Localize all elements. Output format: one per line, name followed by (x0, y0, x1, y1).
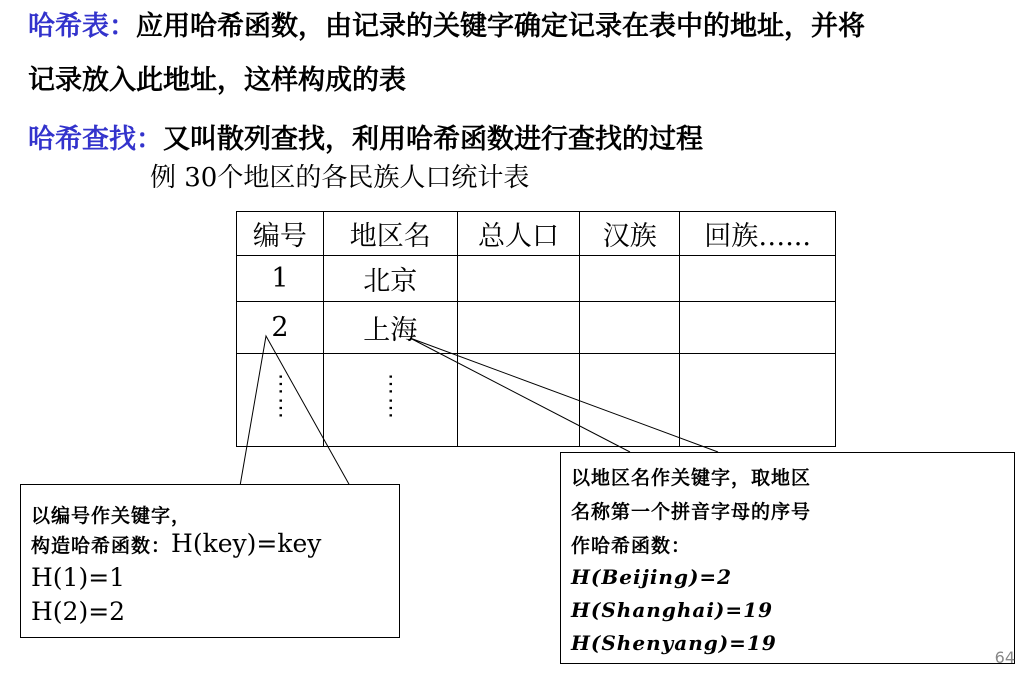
cell-han (580, 256, 680, 302)
example-title: 例 30个地区的各民族人口统计表 (150, 163, 530, 193)
hash-table-text-line2: 记录放入此地址，这样构成的表 (28, 65, 406, 96)
hash-search-definition (28, 125, 703, 155)
id-key-annotation-box (20, 484, 400, 638)
name-hash-example-shenyang: H(Shenyang)=19 (571, 631, 777, 655)
hash-table-term: 哈希表 (28, 11, 109, 42)
id-hash-function-line (31, 529, 321, 558)
header-id: 编号 (237, 212, 324, 256)
cell-total (457, 256, 580, 302)
id-hash-function-formula: H(key)=key (171, 529, 322, 558)
hash-table-colon: ： (109, 11, 136, 42)
cell-empty (680, 354, 836, 447)
table-row-ellipsis (237, 354, 836, 447)
vertical-ellipsis: ⋯⋯ (378, 372, 404, 421)
cell-id: 2 (237, 302, 324, 354)
page-number: 64 (994, 648, 1015, 667)
header-total: 总人口 (457, 212, 580, 256)
hash-table-definition-line1 (28, 12, 865, 42)
name-hash-example-beijing: H(Beijing)=2 (571, 565, 733, 589)
id-hash-example-2: H(2)=2 (31, 597, 126, 626)
name-key-note-line1: 以地区名作关键字，取地区 (571, 467, 812, 489)
cell-hui (680, 302, 836, 354)
table-row (237, 302, 836, 354)
hash-search-text: 又叫散列查找，利用哈希函数进行查找的过程 (163, 124, 703, 155)
vertical-ellipsis: ⋯⋯ (267, 372, 293, 421)
name-hash-example-shanghai: H(Shanghai)=19 (571, 598, 773, 622)
cell-hui (680, 256, 836, 302)
population-table (236, 211, 836, 447)
hash-table-text-line1: 应用哈希函数，由记录的关键字确定记录在表中的地址，并将 (136, 11, 865, 42)
cell-han (580, 302, 680, 354)
cell-id-ellipsis (237, 354, 324, 447)
header-region: 地区名 (323, 212, 457, 256)
cell-total (457, 302, 580, 354)
id-key-note: 以编号作关键字， (31, 505, 192, 527)
hash-search-term: 哈希查找 (28, 124, 136, 155)
name-key-note-line2: 名称第一个拼音字母的序号 (571, 501, 812, 523)
cell-empty (580, 354, 680, 447)
name-key-annotation-box (560, 452, 1015, 664)
hash-search-colon: ： (136, 124, 163, 155)
cell-empty (457, 354, 580, 447)
id-hash-example-1: H(1)=1 (31, 563, 126, 592)
header-han: 汉族 (580, 212, 680, 256)
cell-id: 1 (237, 256, 324, 302)
header-hui: 回族…... (680, 212, 836, 256)
table-row (237, 256, 836, 302)
name-key-note-line3: 作哈希函数： (571, 535, 692, 557)
cell-region-ellipsis (323, 354, 457, 447)
cell-region: 北京 (323, 256, 457, 302)
cell-region: 上海 (323, 302, 457, 354)
table-header-row (237, 212, 836, 256)
id-hash-function-label: 构造哈希函数： (31, 535, 172, 557)
